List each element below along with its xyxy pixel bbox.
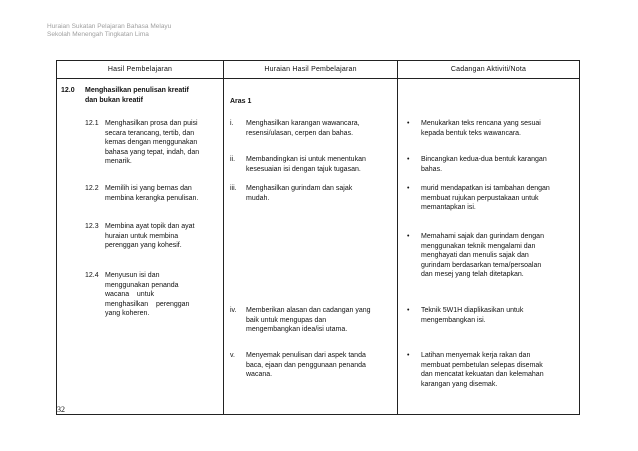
activity-line: memantapkan isi. bbox=[421, 204, 476, 211]
bullet-icon: • bbox=[407, 307, 410, 314]
activity-line: mengembangkan isi. bbox=[421, 316, 486, 324]
sub-outcome-line: Menyusun isi dan bbox=[105, 272, 160, 279]
level-label: Aras 1 bbox=[230, 98, 252, 105]
main-outcome-text bbox=[85, 86, 221, 106]
outcome-description-cell bbox=[224, 79, 398, 415]
table-body-row bbox=[57, 79, 580, 415]
description-text bbox=[246, 351, 396, 380]
activity-text bbox=[421, 351, 578, 389]
activity-line: gurindam berdasarkan tema/persoalan bbox=[421, 261, 542, 269]
sub-outcome-text bbox=[105, 184, 223, 203]
sub-outcome-line: menggunakan penanda bbox=[105, 281, 179, 289]
sub-outcome-line: Menghasilkan prosa dan puisi bbox=[105, 120, 198, 127]
description-number: v. bbox=[230, 352, 235, 359]
sub-outcome-line: huraian untuk membina bbox=[105, 232, 179, 240]
activity-line: kepada bentuk teks wawancara. bbox=[421, 129, 522, 137]
description-line: Menghasilkan karangan wawancara, bbox=[246, 120, 360, 127]
sub-outcome-text bbox=[105, 119, 223, 167]
description-number: i. bbox=[230, 120, 234, 127]
page-number: 32 bbox=[57, 405, 65, 414]
activity-line: membuat pembetulan selepas disemak bbox=[421, 361, 543, 369]
sub-outcome-line: yang koheren. bbox=[105, 310, 150, 317]
bullet-icon: • bbox=[407, 120, 410, 127]
syllabus-table bbox=[56, 60, 580, 415]
column-header-suggested-activities: Cadangan Aktiviti/Nota bbox=[398, 61, 580, 79]
activity-text bbox=[421, 232, 578, 280]
main-outcome-line: Menghasilkan penulisan kreatif bbox=[85, 87, 189, 94]
description-line: mudah. bbox=[246, 194, 270, 202]
activity-line: dan mencatat kekuatan dan kelemahan bbox=[421, 371, 544, 378]
description-line: Menghasilkan gurindam dan sajak bbox=[246, 185, 353, 192]
description-line: resensi/ulasan, cerpen dan bahas. bbox=[246, 129, 354, 137]
description-line: Memberikan alasan dan cadangan yang bbox=[246, 307, 371, 314]
description-text bbox=[246, 119, 396, 138]
description-line: Menyemak penulisan dari aspek tanda bbox=[246, 352, 366, 359]
sub-outcome-line: menarik. bbox=[105, 158, 132, 165]
activity-line: Bincangkan kedua-dua bentuk karangan bbox=[421, 156, 547, 163]
description-number: iii. bbox=[230, 185, 237, 192]
activity-text bbox=[421, 119, 578, 138]
sub-outcome-line: Membina ayat topik dan ayat bbox=[105, 223, 195, 230]
description-line: baik untuk mengupas dan bbox=[246, 316, 327, 324]
table-header-row bbox=[57, 61, 580, 79]
activity-line: membuat rujukan perpustakaan untuk bbox=[421, 194, 539, 202]
sub-outcome-line: kemas dengan menggunakan bbox=[105, 139, 198, 146]
description-text bbox=[246, 155, 396, 174]
activity-line: Memahami sajak dan gurindam dengan bbox=[421, 233, 544, 240]
activity-line: Menukarkan teks rencana yang sesuai bbox=[421, 120, 541, 127]
sub-outcome-line: bahasa yang tepat, indah, dan bbox=[105, 148, 200, 156]
description-line: kesesuaian isi dengan tajuk tugasan. bbox=[246, 165, 361, 173]
activity-line: Teknik 5W1H diaplikasikan untuk bbox=[421, 307, 524, 314]
sub-outcome-line: Memilih isi yang bernas dan bbox=[105, 185, 192, 192]
description-number: ii. bbox=[230, 156, 236, 163]
main-outcome-line: dan bukan kreatif bbox=[85, 97, 143, 104]
activity-text bbox=[421, 155, 578, 174]
sub-outcome-text bbox=[105, 271, 223, 319]
description-line: Membandingkan isi untuk menentukan bbox=[246, 156, 366, 163]
activity-line: bahas. bbox=[421, 165, 443, 173]
learning-outcome-cell bbox=[57, 79, 224, 415]
description-line: wacana. bbox=[246, 371, 273, 378]
main-outcome-number: 12.0 bbox=[61, 87, 75, 94]
sub-outcome-number: 12.1 bbox=[85, 120, 99, 127]
description-text bbox=[246, 184, 396, 203]
description-line: baca, ejaan dan penggunaan penanda bbox=[246, 361, 366, 369]
activity-text bbox=[421, 306, 578, 325]
bullet-icon: • bbox=[407, 352, 410, 359]
activity-line: dan mesej yang telah ditetapkan. bbox=[421, 271, 524, 278]
description-line: mengembangkan idea/isi utama. bbox=[246, 326, 348, 333]
activity-line: menghayati dan menulis sajak dan bbox=[421, 252, 529, 259]
sub-outcome-number: 12.3 bbox=[85, 223, 99, 230]
activity-line: menggunakan teknik mengalami dan bbox=[421, 242, 536, 250]
activity-text bbox=[421, 184, 578, 213]
sub-outcome-line: membina kerangka penulisan. bbox=[105, 194, 199, 202]
bullet-icon: • bbox=[407, 185, 410, 192]
activity-line: murid mendapatkan isi tambahan dengan bbox=[421, 185, 550, 192]
bullet-icon: • bbox=[407, 233, 410, 240]
document-header bbox=[47, 23, 171, 39]
bullet-icon: • bbox=[407, 156, 410, 163]
header-line-1: Huraian Sukatan Pelajaran Bahasa Melayu bbox=[47, 23, 172, 30]
sub-outcome-text bbox=[105, 222, 223, 251]
activity-line: karangan yang disemak. bbox=[421, 380, 498, 388]
sub-outcome-number: 12.2 bbox=[85, 185, 99, 192]
suggested-activities-cell bbox=[398, 79, 580, 415]
column-header-outcome-description: Huraian Hasil Pembelajaran bbox=[224, 61, 398, 79]
column-header-learning-outcome: Hasil Pembelajaran bbox=[57, 61, 224, 79]
sub-outcome-line: secara terancang, tertib, dan bbox=[105, 129, 195, 137]
description-number: iv. bbox=[230, 307, 237, 314]
activity-line: Latihan menyemak kerja rakan dan bbox=[421, 352, 531, 359]
sub-outcome-line: perenggan yang kohesif. bbox=[105, 242, 182, 249]
sub-outcome-number: 12.4 bbox=[85, 272, 99, 279]
sub-outcome-line: menghasilkan perenggan bbox=[105, 300, 190, 308]
header-line-2: Sekolah Menengah Tingkatan Lima bbox=[47, 31, 149, 38]
sub-outcome-line: wacana untuk bbox=[105, 291, 155, 298]
description-text bbox=[246, 306, 396, 335]
